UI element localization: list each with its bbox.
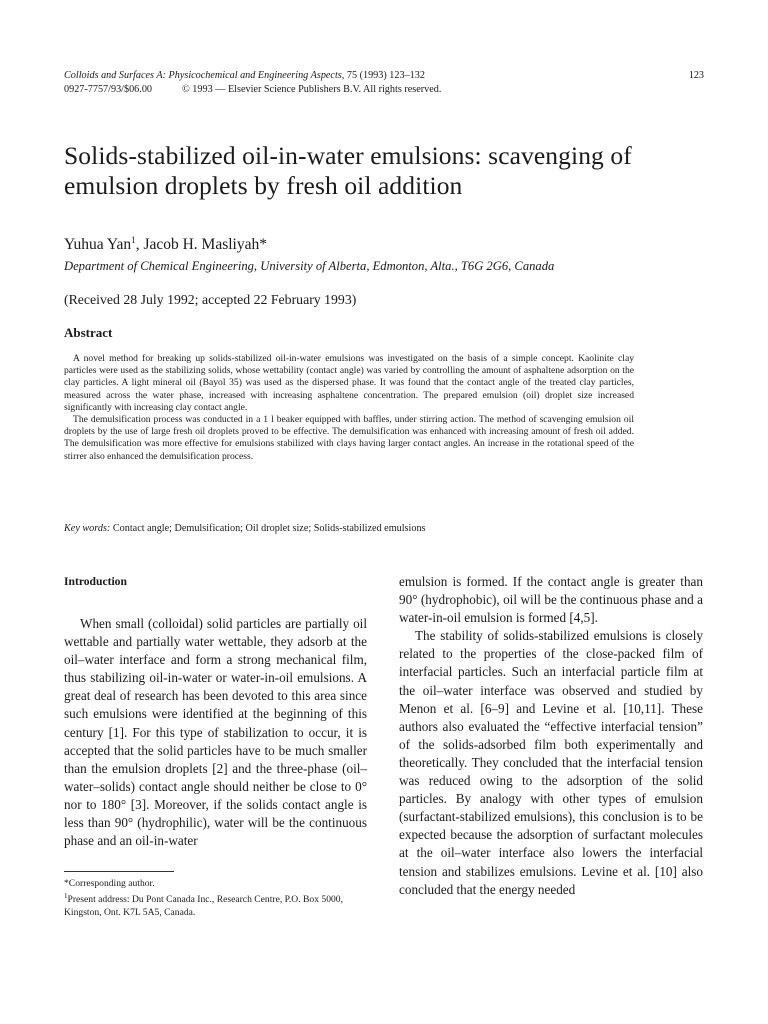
abstract-heading: Abstract	[64, 325, 113, 340]
journal-name: Colloids and Surfaces A: Physicochemical and Engineering Aspects,	[64, 70, 345, 81]
body-paragraph: When small (colloidal) solid particles are partially oil wettable and partially water wettable, they adsorb at the oil–water interface and form a strong mechanical film, thus stabilizing oil-in-water or water-in-oil emulsions. A great deal of research has been devoted to this area since such emulsions were identified at the beginning of this century [1]. For this type of stabilization to occur, it is accepted that the solid particles have to be much smaller than the emulsion droplets [2] and the three-phase (oil–water–solids) contact angle should neither be close to 0° nor to 180° [3]. Moreover, if the solids contact angle is less than 90° (hydrophilic), water will be the continuous phase and an oil-in-water	[64, 616, 367, 849]
footnote-corresponding: *Corresponding author.	[64, 878, 155, 889]
keywords	[64, 522, 426, 535]
article-title: Solids-stabilized oil-in-water emulsions: scavenging of emulsion droplets by fresh oil addition	[64, 141, 632, 200]
copyright-line	[64, 83, 704, 97]
author-separator: ,	[135, 236, 144, 253]
issn: 0927-7757/93/$06.00	[64, 84, 153, 95]
abstract-paragraph: A novel method for breaking up solids-stabilized oil-in-water emulsions was investigated on the basis of a simple concept. Kaolinite clay particles were used as the stabilizing solids, whose wettability (contact angle) was varied by controlling the amount of asphaltene adsorption on the clay particles. A light mineral oil (Bayol 35) was used as the dispersed phase. It was found that the contact angle of the treated clay particles, measured across the water phase, increased with increasing asphaltene concentration. The prepared emulsion (oil) droplet size increased significantly with increasing clay contact angle.	[64, 353, 634, 413]
running-header	[64, 69, 704, 97]
body-paragraph: The stability of solids-stabilized emulsions is closely related to the properties of the close-packed film of interfacial particles. Such an interfacial particle film at the oil–water interface was observed and studied by Menon et al. [6–9] and Levine et al. [10,11]. These authors also evaluated the “effective interfacial tension” of the solids-adsorbed film both experimentally and theoretically. They concluded that the interfacial tension was reduced owing to the adsorption of the solid particles. By analogy with other types of emulsion (surfactant-stabilized emulsions), this conclusion is to be expected because the adsorption of surfactant molecules at the oil–water interface also lowers the interfacial tension and stabilizes emulsions. Levine et al. [10] also concluded that the energy needed	[399, 628, 703, 897]
footnote-mark: 1	[64, 892, 68, 900]
author-list	[64, 230, 267, 255]
section-heading: Introduction	[64, 575, 127, 588]
right-column	[399, 573, 703, 899]
abstract-body	[64, 353, 634, 463]
abstract-paragraph: The demulsification process was conducted in a 1 l beaker equipped with baffles, under stirring action. The method of scavenging emulsion oil droplets by the use of large fresh oil droplets proved to be effective. The demulsification was enhanced with increasing amount of fresh oil added. The demulsification was more effective for emulsions stabilized with clays having larger contact angles. An increase in the rotational speed of the stirrer also enhanced the demulsification process.	[64, 414, 634, 462]
footnote-text: Present address: Du Pont Canada Inc., Research Centre, P.O. Box 5000, Kingston, Ont. K7L 5A5, Canada.	[64, 894, 344, 918]
footnote-rule	[64, 871, 174, 872]
author-name: Yuhua Yan	[64, 236, 132, 253]
body-paragraph: emulsion is formed. If the contact angle is greater than 90° (hydrophobic), oil will be the continuous phase and a water-in-oil emulsion is formed [4,5].	[399, 574, 703, 626]
keywords-list: Contact angle; Demulsification; Oil droplet size; Solids-stabilized emulsions	[110, 523, 426, 534]
left-column	[64, 573, 367, 850]
volume-pages: 75 (1993) 123–132	[344, 70, 425, 81]
page-number: 123	[688, 70, 704, 81]
footnote-address	[64, 890, 367, 919]
received-dates: (Received 28 July 1992; accepted 22 February 1993)	[64, 292, 357, 307]
keywords-label: Key words:	[64, 523, 111, 534]
copyright-notice: © 1993 — Elsevier Science Publishers B.V. All rights reserved.	[182, 84, 442, 95]
author-footnote-mark: 1	[131, 235, 136, 245]
author-name: Jacob H. Masliyah*	[143, 236, 267, 253]
citation-line	[64, 69, 704, 83]
footnotes	[64, 877, 367, 919]
affiliation: Department of Chemical Engineering, University of Alberta, Edmonton, Alta., T6G 2G6, Canada	[64, 259, 555, 273]
